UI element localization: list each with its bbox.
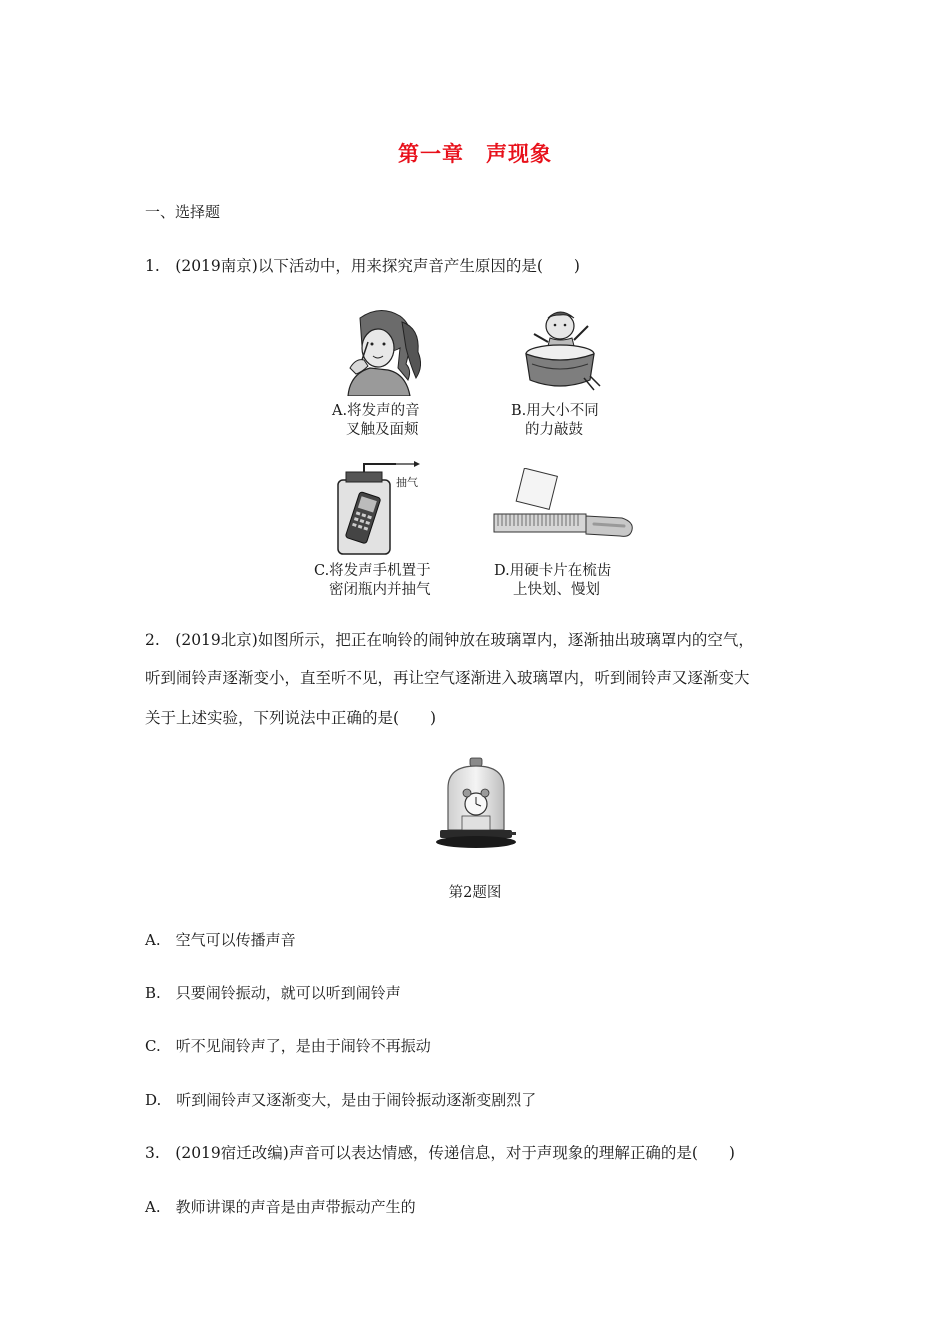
- option-1a-line2: 叉触及面颊: [346, 422, 419, 438]
- option-1c-line1: C.将发声手机置于: [314, 563, 431, 579]
- option-1c-line2: 密闭瓶内并抽气: [329, 582, 431, 598]
- chapter-title: 第一章 声现象: [398, 142, 552, 166]
- question-1-stem: 1. (2019南京)以下活动中，用来探究声音产生原因的是( ): [145, 257, 580, 275]
- option-1b-caption: [511, 402, 599, 440]
- pump-label: 抽气: [396, 476, 418, 489]
- bell-jar-figure: [434, 756, 518, 852]
- option-1d-line1: D.用硬卡片在梳齿: [494, 563, 612, 579]
- question-3-stem: 3. (2019宿迁改编)声音可以表达情感，传递信息，对于声现象的理解正确的是( ): [145, 1144, 735, 1162]
- figure-2-caption: 第2题图: [448, 885, 502, 901]
- option-1d-line2: 上快划、慢划: [513, 582, 600, 598]
- phone-in-bottle-figure: [334, 458, 434, 558]
- option-1b-line1: B.用大小不同: [511, 403, 599, 419]
- option-2a: A. 空气可以传播声音: [145, 931, 296, 949]
- option-1a-caption: [332, 402, 420, 440]
- drum-figure: [520, 306, 602, 392]
- comb-figure: [490, 468, 636, 546]
- option-1c-caption: [314, 562, 431, 600]
- option-2b: B. 只要闹铃振动，就可以听到闹铃声: [145, 984, 401, 1002]
- option-2d: D. 听到闹铃声又逐渐变大，是由于闹铃振动逐渐变剧烈了: [145, 1091, 537, 1109]
- option-3a: A. 教师讲课的声音是由声带振动产生的: [145, 1198, 416, 1216]
- option-1a-line1: A.将发声的音: [332, 403, 420, 419]
- girl-tuning-fork-figure: [340, 308, 425, 396]
- option-2c: C. 听不见闹铃声了，是由于闹铃不再振动: [145, 1037, 431, 1055]
- question-2-stem-line2: 听到闹铃声逐渐变小，直至听不见，再让空气逐渐进入玻璃罩内，听到闹铃声又逐渐变大: [145, 669, 750, 687]
- section-heading: 一、选择题: [145, 203, 221, 221]
- option-1b-line2: 的力敲鼓: [525, 422, 583, 438]
- option-1d-caption: [494, 562, 611, 600]
- question-2-stem-line3: 关于上述实验，下列说法中正确的是( ): [145, 709, 437, 727]
- question-2-stem-line1: 2. (2019北京)如图所示，把正在响铃的闹钟放在玻璃罩内，逐渐抽出玻璃罩内的空气，: [145, 631, 754, 649]
